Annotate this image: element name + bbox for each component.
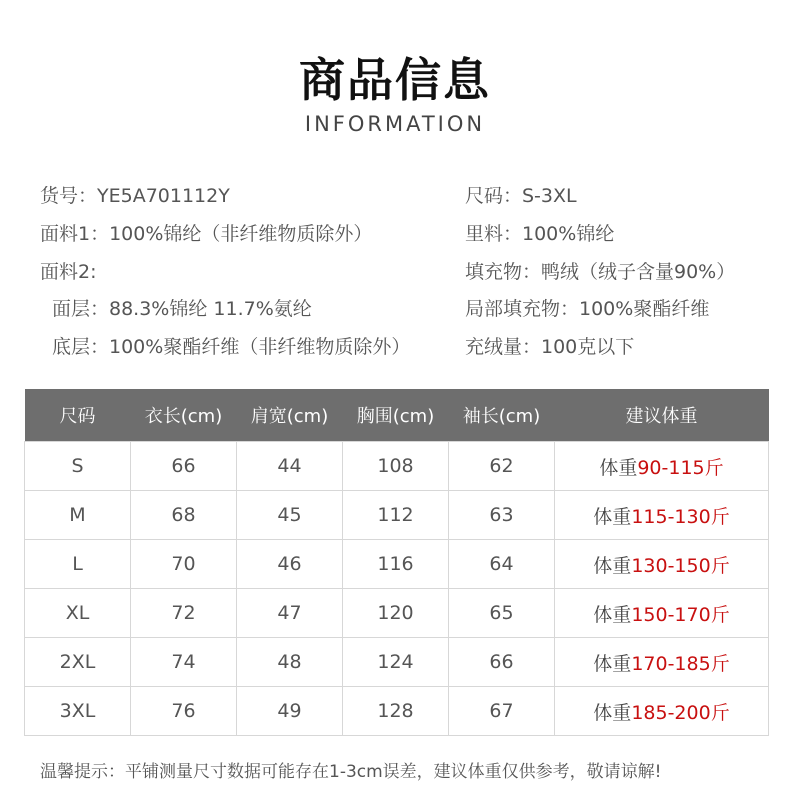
cell-length: 70 [131, 540, 237, 589]
cell-shoulder: 47 [237, 589, 343, 638]
cell-chest: 112 [343, 491, 449, 540]
cell-shoulder: 44 [237, 442, 343, 491]
cell-weight [555, 687, 769, 736]
cell-shoulder: 49 [237, 687, 343, 736]
weight-prefix: 体重 [593, 554, 632, 577]
weight-prefix: 体重 [593, 603, 632, 626]
table-row [25, 540, 769, 589]
info-item-filling: 填充物：鸭绒（绒子含量90%） [465, 261, 736, 283]
column-header-size: 尺码 [25, 389, 131, 442]
info-item-partial-filling: 局部填充物：100%聚酯纤维 [465, 298, 710, 320]
table-row [25, 687, 769, 736]
table-header-row [25, 389, 769, 442]
weight-range: 90-115斤 [637, 456, 724, 479]
cell-sleeve: 63 [449, 491, 555, 540]
cell-chest: 124 [343, 638, 449, 687]
info-item-bottom-layer: 底层：100%聚酯纤维（非纤维物质除外） [52, 336, 411, 358]
table-row [25, 491, 769, 540]
cell-sleeve: 65 [449, 589, 555, 638]
info-item-item-number: 货号：YE5A701112Y [40, 185, 230, 207]
info-item-fabric-2: 面料2: [40, 261, 97, 283]
column-header-weight: 建议体重 [555, 389, 769, 442]
page-subtitle: INFORMATION [304, 112, 486, 136]
cell-chest: 120 [343, 589, 449, 638]
weight-range: 185-200斤 [631, 701, 730, 724]
cell-size: S [25, 442, 131, 491]
cell-shoulder: 45 [237, 491, 343, 540]
column-header-chest: 胸围(cm) [343, 389, 449, 442]
cell-length: 68 [131, 491, 237, 540]
cell-sleeve: 62 [449, 442, 555, 491]
cell-length: 74 [131, 638, 237, 687]
cell-size: XL [25, 589, 131, 638]
info-item-fabric-1: 面料1：100%锦纶（非纤维物质除外） [40, 223, 373, 245]
cell-size: 2XL [25, 638, 131, 687]
size-chart-table [24, 389, 769, 736]
cell-length: 72 [131, 589, 237, 638]
weight-prefix: 体重 [593, 652, 632, 675]
cell-weight [555, 491, 769, 540]
column-header-shoulder: 肩宽(cm) [237, 389, 343, 442]
cell-length: 66 [131, 442, 237, 491]
weight-prefix: 体重 [593, 701, 632, 724]
table-row [25, 442, 769, 491]
cell-weight [555, 442, 769, 491]
column-header-sleeve: 袖长(cm) [449, 389, 555, 442]
table-row [25, 589, 769, 638]
cell-chest: 116 [343, 540, 449, 589]
cell-sleeve: 64 [449, 540, 555, 589]
page-title: 商品信息 [299, 53, 491, 107]
cell-size: L [25, 540, 131, 589]
measurement-note: 温馨提示：平铺测量尺寸数据可能存在1-3cm误差，建议体重仅供参考，敬请谅解! [40, 762, 662, 782]
weight-range: 150-170斤 [631, 603, 730, 626]
info-item-lining: 里料：100%锦纶 [465, 223, 615, 245]
cell-weight [555, 638, 769, 687]
cell-chest: 128 [343, 687, 449, 736]
cell-shoulder: 48 [237, 638, 343, 687]
cell-length: 76 [131, 687, 237, 736]
cell-weight [555, 589, 769, 638]
cell-weight [555, 540, 769, 589]
weight-range: 130-150斤 [631, 554, 730, 577]
weight-prefix: 体重 [593, 505, 632, 528]
table-row [25, 638, 769, 687]
weight-range: 170-185斤 [631, 652, 730, 675]
cell-chest: 108 [343, 442, 449, 491]
info-item-size-range: 尺码：S-3XL [465, 185, 577, 207]
cell-size: 3XL [25, 687, 131, 736]
cell-sleeve: 66 [449, 638, 555, 687]
weight-prefix: 体重 [599, 456, 638, 479]
info-item-face-layer: 面层：88.3%锦纶 11.7%氨纶 [52, 298, 312, 320]
cell-shoulder: 46 [237, 540, 343, 589]
info-item-fill-amount: 充绒量：100克以下 [465, 336, 635, 358]
cell-sleeve: 67 [449, 687, 555, 736]
column-header-length: 衣长(cm) [131, 389, 237, 442]
weight-range: 115-130斤 [631, 505, 730, 528]
cell-size: M [25, 491, 131, 540]
